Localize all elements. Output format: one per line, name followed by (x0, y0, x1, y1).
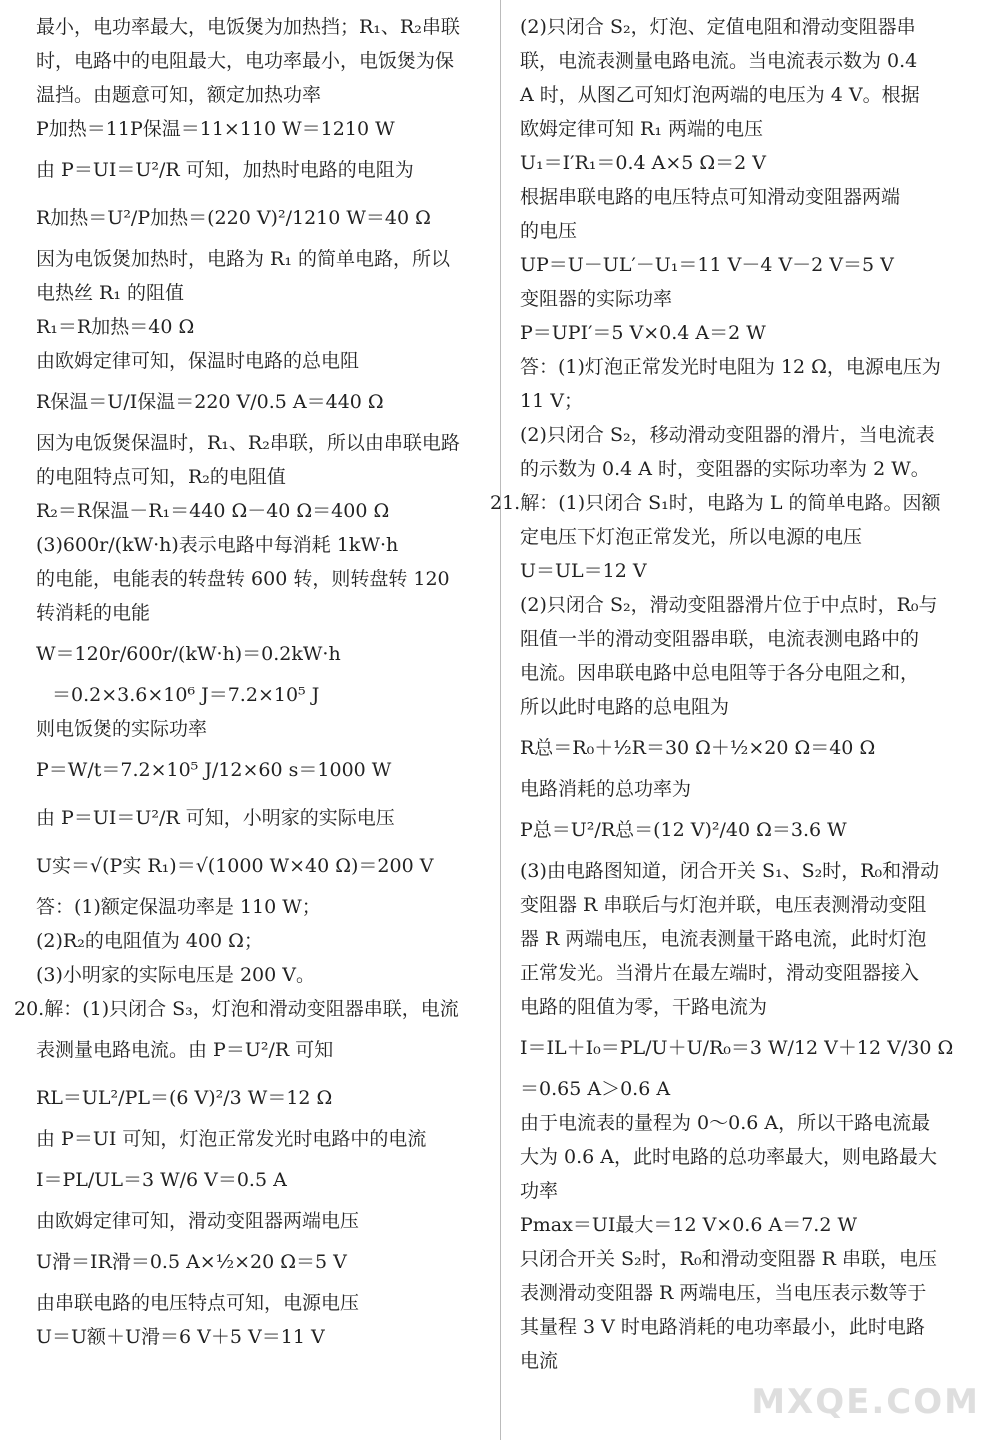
text-line: 所以此时电路的总电阻为 (520, 696, 730, 718)
text-line: 的示数为 0.4 A 时，变阻器的实际功率为 2 W。 (520, 458, 930, 480)
text-line: R₁＝R加热＝40 Ω (36, 316, 195, 338)
text-line: 表测量电路电流。由 P＝U²/R 可知 (36, 1039, 334, 1061)
text-line: 功率 (520, 1180, 559, 1202)
text-line: 正常发光。当滑片在最左端时，滑动变阻器接入 (520, 962, 920, 984)
text-line: ＝0.65 A＞0.6 A (520, 1078, 671, 1100)
text-line: (2)只闭合 S₂，滑动变阻器滑片位于中点时，R₀与 (520, 594, 938, 616)
text-line: R加热＝U²/P加热＝(220 V)²/1210 W＝40 Ω (36, 207, 431, 229)
text-line: 20.解：(1)只闭合 S₃，灯泡和滑动变阻器串联，电流 (14, 998, 459, 1020)
text-line: U实＝√(P实 R₁)＝√(1000 W×40 Ω)＝200 V (36, 855, 434, 877)
text-line: 电流。因串联电路中总电阻等于各分电阻之和， (520, 662, 920, 684)
text-line: P＝UPI′＝5 V×0.4 A＝2 W (520, 322, 766, 344)
text-line: U＝U额＋U滑＝6 V＋5 V＝11 V (36, 1326, 325, 1348)
text-line: 由欧姆定律可知，滑动变阻器两端电压 (36, 1210, 360, 1232)
text-line: Pmax＝UI最大＝12 V×0.6 A＝7.2 W (520, 1214, 857, 1236)
text-line: 转消耗的电能 (36, 602, 151, 624)
text-line: 其量程 3 V 时电路消耗的电功率最小，此时电路 (520, 1316, 925, 1338)
left-column (14, 10, 484, 1354)
text-line: 的电阻特点可知，R₂的电阻值 (36, 466, 286, 488)
text-line: 答：(1)额定保温功率是 110 W； (36, 896, 321, 918)
text-line: 由 P＝UI 可知，灯泡正常发光时电路中的电流 (36, 1128, 427, 1150)
text-line: 因为电饭煲保温时，R₁、R₂串联，所以由串联电路 (36, 432, 460, 454)
watermark: MXQE.COM (751, 1382, 980, 1422)
text-line: 电流 (520, 1350, 559, 1372)
text-line: I＝PL/UL＝3 W/6 V＝0.5 A (36, 1169, 287, 1191)
text-line: 由于电流表的量程为 0～0.6 A，所以干路电流最 (520, 1112, 931, 1134)
text-line: ＝0.2×3.6×10⁶ J＝7.2×10⁵ J (52, 684, 320, 706)
text-line: UP＝U－UL′－U₁＝11 V－4 V－2 V＝5 V (520, 254, 894, 276)
text-line: 11 V； (520, 390, 583, 412)
text-line: 表测滑动变阻器 R 两端电压，当电压表示数等于 (520, 1282, 927, 1304)
text-line: U₁＝I′R₁＝0.4 A×5 Ω＝2 V (520, 152, 766, 174)
text-line: 最小，电功率最大，电饭煲为加热挡；R₁、R₂串联 (36, 16, 460, 38)
text-line: (3)600r/(kW·h)表示电路中每消耗 1kW·h (36, 534, 399, 556)
text-line: 只闭合开关 S₂时，R₀和滑动变阻器 R 串联，电压 (520, 1248, 937, 1270)
text-line: A 时，从图乙可知灯泡两端的电压为 4 V。根据 (520, 84, 920, 106)
text-line: (2)只闭合 S₂，移动滑动变阻器的滑片，当电流表 (520, 424, 935, 446)
text-line: 电路消耗的总功率为 (520, 778, 692, 800)
text-line: 根据串联电路的电压特点可知滑动变阻器两端 (520, 186, 901, 208)
text-line: P加热＝11P保温＝11×110 W＝1210 W (36, 118, 395, 140)
text-line: 变阻器 R 串联后与灯泡并联，电压表测滑动变阻 (520, 894, 927, 916)
text-line: P总＝U²/R总＝(12 V)²/40 Ω＝3.6 W (520, 819, 847, 841)
text-line: 器 R 两端电压，电流表测量干路电流，此时灯泡 (520, 928, 927, 950)
text-line: R保温＝U/I保温＝220 V/0.5 A＝440 Ω (36, 391, 384, 413)
text-line: (3)小明家的实际电压是 200 V。 (36, 964, 315, 986)
text-line: 时，电路中的电阻最大，电功率最小，电饭煲为保 (36, 50, 455, 72)
text-line: P＝W/t＝7.2×10⁵ J/12×60 s＝1000 W (36, 759, 392, 781)
text-line: U＝UL＝12 V (520, 560, 647, 582)
text-line: 由 P＝UI＝U²/R 可知，加热时电路的电阻为 (36, 159, 414, 181)
text-line: 答：(1)灯泡正常发光时电阻为 12 Ω，电源电压为 (520, 356, 941, 378)
text-line: W＝120r/600r/(kW·h)＝0.2kW·h (36, 643, 341, 665)
text-line: 温挡。由题意可知，额定加热功率 (36, 84, 322, 106)
text-line: (2)只闭合 S₂，灯泡、定值电阻和滑动变阻器串 (520, 16, 916, 38)
text-line: 联，电流表测量电路电流。当电流表示数为 0.4 (520, 50, 918, 72)
text-line: 变阻器的实际功率 (520, 288, 673, 310)
text-line: 因为电饭煲加热时，电路为 R₁ 的简单电路，所以 (36, 248, 451, 270)
text-line: 由欧姆定律可知，保温时电路的总电阻 (36, 350, 360, 372)
text-line: RL＝UL²/PL＝(6 V)²/3 W＝12 Ω (36, 1087, 333, 1109)
text-line: 21.解：(1)只闭合 S₁时，电路为 L 的简单电路。因额 (490, 492, 941, 514)
text-line: 则电饭煲的实际功率 (36, 718, 208, 740)
text-line: (3)由电路图知道，闭合开关 S₁、S₂时，R₀和滑动 (520, 860, 940, 882)
text-line: 欧姆定律可知 R₁ 两端的电压 (520, 118, 764, 140)
text-line: 阻值一半的滑动变阻器串联，电流表测电路中的 (520, 628, 920, 650)
text-line: 电热丝 R₁ 的阻值 (36, 282, 185, 304)
text-line: R₂＝R保温－R₁＝440 Ω－40 Ω＝400 Ω (36, 500, 390, 522)
text-line: 由 P＝UI＝U²/R 可知，小明家的实际电压 (36, 807, 395, 829)
text-line: U滑＝IR滑＝0.5 A×½×20 Ω＝5 V (36, 1251, 347, 1273)
text-line: 的电能，电能表的转盘转 600 转，则转盘转 120 (36, 568, 450, 590)
text-line: 的电压 (520, 220, 578, 242)
text-line: (2)R₂的电阻值为 400 Ω； (36, 930, 263, 952)
text-line: 定电压下灯泡正常发光，所以电源的电压 (520, 526, 863, 548)
right-column (490, 10, 988, 1378)
text-line: 大为 0.6 A，此时电路的总功率最大，则电路最大 (520, 1146, 938, 1168)
text-line: I＝IL＋I₀＝PL/U＋U/R₀＝3 W/12 V＋12 V/30 Ω (520, 1037, 954, 1059)
column-divider (500, 0, 501, 1440)
text-line: 电路的阻值为零，干路电流为 (520, 996, 768, 1018)
text-line: R总＝R₀＋½R＝30 Ω＋½×20 Ω＝40 Ω (520, 737, 876, 759)
text-line: 由串联电路的电压特点可知，电源电压 (36, 1292, 360, 1314)
